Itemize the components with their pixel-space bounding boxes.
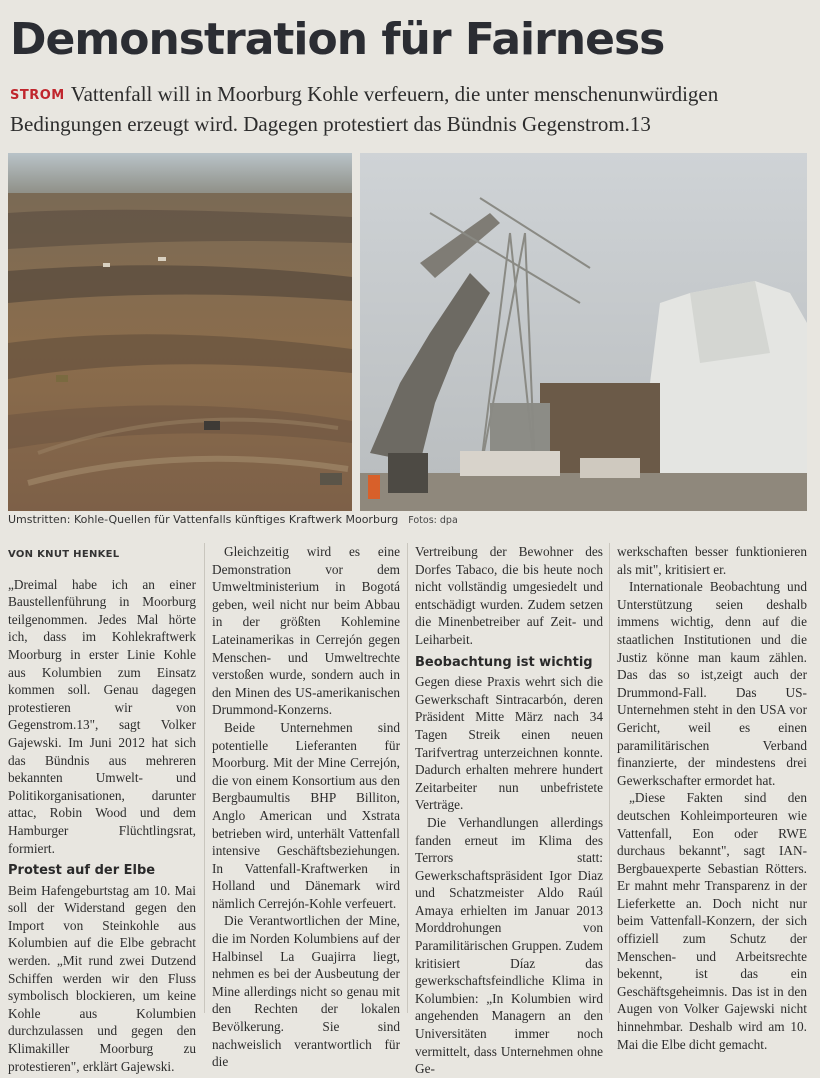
column-divider xyxy=(204,543,205,1013)
article-column-3 xyxy=(415,543,603,1078)
deck-text: Vattenfall will in Moorburg Kohle verfeuern, die unter menschenunwürdigen Bedingungen erzeugt wird. Dagegen protestiert das Bündnis Gegenstrom.13 xyxy=(10,82,719,136)
subheading: Beobachtung ist wichtig xyxy=(415,654,593,670)
coal-mine-photo xyxy=(8,153,352,511)
paragraph: Internationale Beobachtung und Unterstützung seien deshalb immens wichtig, denn auf die staatlichen Institutionen und die Justiz könne man kaum zählen. Das das so ist,zeigt auch der Drummond-Fall. Das US-Unternehmen steht in den USA vor Gericht, weil es einen paramilitärischen Verband finanzierte, der mindestens drei Gewerkschafter ermordet hat. xyxy=(617,579,807,788)
paragraph: werkschaften besser funktionieren als mit", kritisiert er. xyxy=(617,544,807,577)
photo-caption xyxy=(8,513,458,526)
caption-text: Umstritten: Kohle-Quellen für Vattenfalls künftiges Kraftwerk Moorburg xyxy=(8,513,399,526)
article-deck xyxy=(10,80,790,138)
subheading: Protest auf der Elbe xyxy=(8,863,156,879)
paragraph: Beide Unternehmen sind potentielle Lieferanten für Moorburg. Mit der Mine Cerrejón, die von einem Konsortium aus den Bergbaumultis BHP Billiton, Anglo American und Xstrata betrieben wird, unterhält Vattenfall intensive Geschäftsbeziehungen. In Vattenfall-Kraftwerken in Holland und Dänemark wird nämlich Cerrejón-Kohle verfeuert. xyxy=(212,719,400,911)
paragraph: Vertreibung der Bewohner des Dorfes Tabaco, die bis heute noch nicht vollständig umgesiedelt und entschädigt wurden. Zudem setzen die Minenbetreiber auf Zeit- und Leiharbeit. xyxy=(415,544,603,647)
paragraph: Die Verhandlungen allerdings fanden erneut im Klima des Terrors statt: Gewerkschaftspräsident Igor Diaz und Schatzmeister Aldo Raúl Amaya erhielten im Januar 2013 Morddrohungen von Paramilitärischen Gruppen. Zudem kritisiert Díaz das gewerkschaftsfeindliche Klima in Kolumbien: „In Kolumbien wird angehenden Managern an den Universitäten immer noch vermittelt, dass Unternehmen ohne Ge- xyxy=(415,814,603,1077)
photo-credit: Fotos: dpa xyxy=(408,515,458,526)
byline: VON KNUT HENKEL xyxy=(8,549,120,560)
article-column-4 xyxy=(617,543,807,1053)
article-column-1 xyxy=(8,543,196,1075)
article-headline: Demonstration für Fairness xyxy=(10,14,665,65)
power-plant-photo xyxy=(360,153,807,511)
column-divider xyxy=(407,543,408,1013)
article-column-2 xyxy=(212,543,400,1071)
paragraph: Beim Hafengeburtstag am 10. Mai soll der Widerstand gegen den Import von Steinkohle aus Kolumbien auf die Elbe gebracht werden. „Mit rund zwei Dutzend Schiffen werden wir den Fluss symbolisch blockieren, um keine Kohle aus Kolumbien durchzulassen und gegen den Klimakiller Moorburg zu protestieren", erklärt Gajewski. xyxy=(8,882,196,1074)
column-divider xyxy=(609,543,610,1013)
paragraph: „Diese Fakten sind den deutschen Kohleimporteuren wie Vattenfall, Eon oder RWE durchaus bekannt", sagt IAN-Bergbauexperte Sebastian Rötters. Er mahnt mehr Transparenz in der Lieferkette an. Doch nicht nur beim Vattenfall-Konzern, der sich offiziell zum Schutz der Menschen- und Arbeitsrechte bekennt, ist das ein Geschäftsgeheimnis. Das ist in den Augen von Volker Gajewski nicht hinnehmbar. Deshalb wird am 10. Mai die Elbe dicht gemacht. xyxy=(617,790,807,1052)
deck-kicker: STROM xyxy=(10,88,65,103)
paragraph: Gleichzeitig wird es eine Demonstration vor dem Umweltministerium in Bogotá geben, weil nicht nur beim Abbau in der größten Kohlemine Lateinamerikas in Cerrejón gegen Menschen- und Umweltrechte verstoßen wurde, sondern auch in den Minen des US-amerikanischen Drummond-Konzerns. xyxy=(212,544,400,718)
paragraph: Gegen diese Praxis wehrt sich die Gewerkschaft Sintracarbón, deren Präsident Mitte März nach 34 Tagen Streik einen neuen Tarifvertrag unterzeichnen konnte. Dadurch erhalten mehrere hundert Zeitarbeiter nun unbefristete Verträge. xyxy=(415,674,603,813)
paragraph: „Dreimal habe ich an einer Baustellenführung in Moorburg teilgenommen. Jedes Mal hörte ich, dass im Kohlekraftwerk Moorburg in erster Linie Kohle aus Kolumbien zum Einsatz kommen soll. Genau dagegen protestieren wir von Gegenstrom.13", sagt Volker Gajewski. Im Juni 2012 hat sich das Bündnis aus mehreren bekannten Umwelt- und Politikorganisationen, darunter attac, Robin Wood und dem Hamburger Flüchtlingsrat, formiert. xyxy=(8,576,196,856)
paragraph: Die Verantwortlichen der Mine, die im Norden Kolumbiens auf der Halbinsel La Guajirra liegt, nehmen es bei der Ausbeutung der Mine allerdings nicht so genau mit den Rechten der lokalen Bevölkerung. Sie sind nachweislich verantwortlich für die xyxy=(212,913,400,1070)
